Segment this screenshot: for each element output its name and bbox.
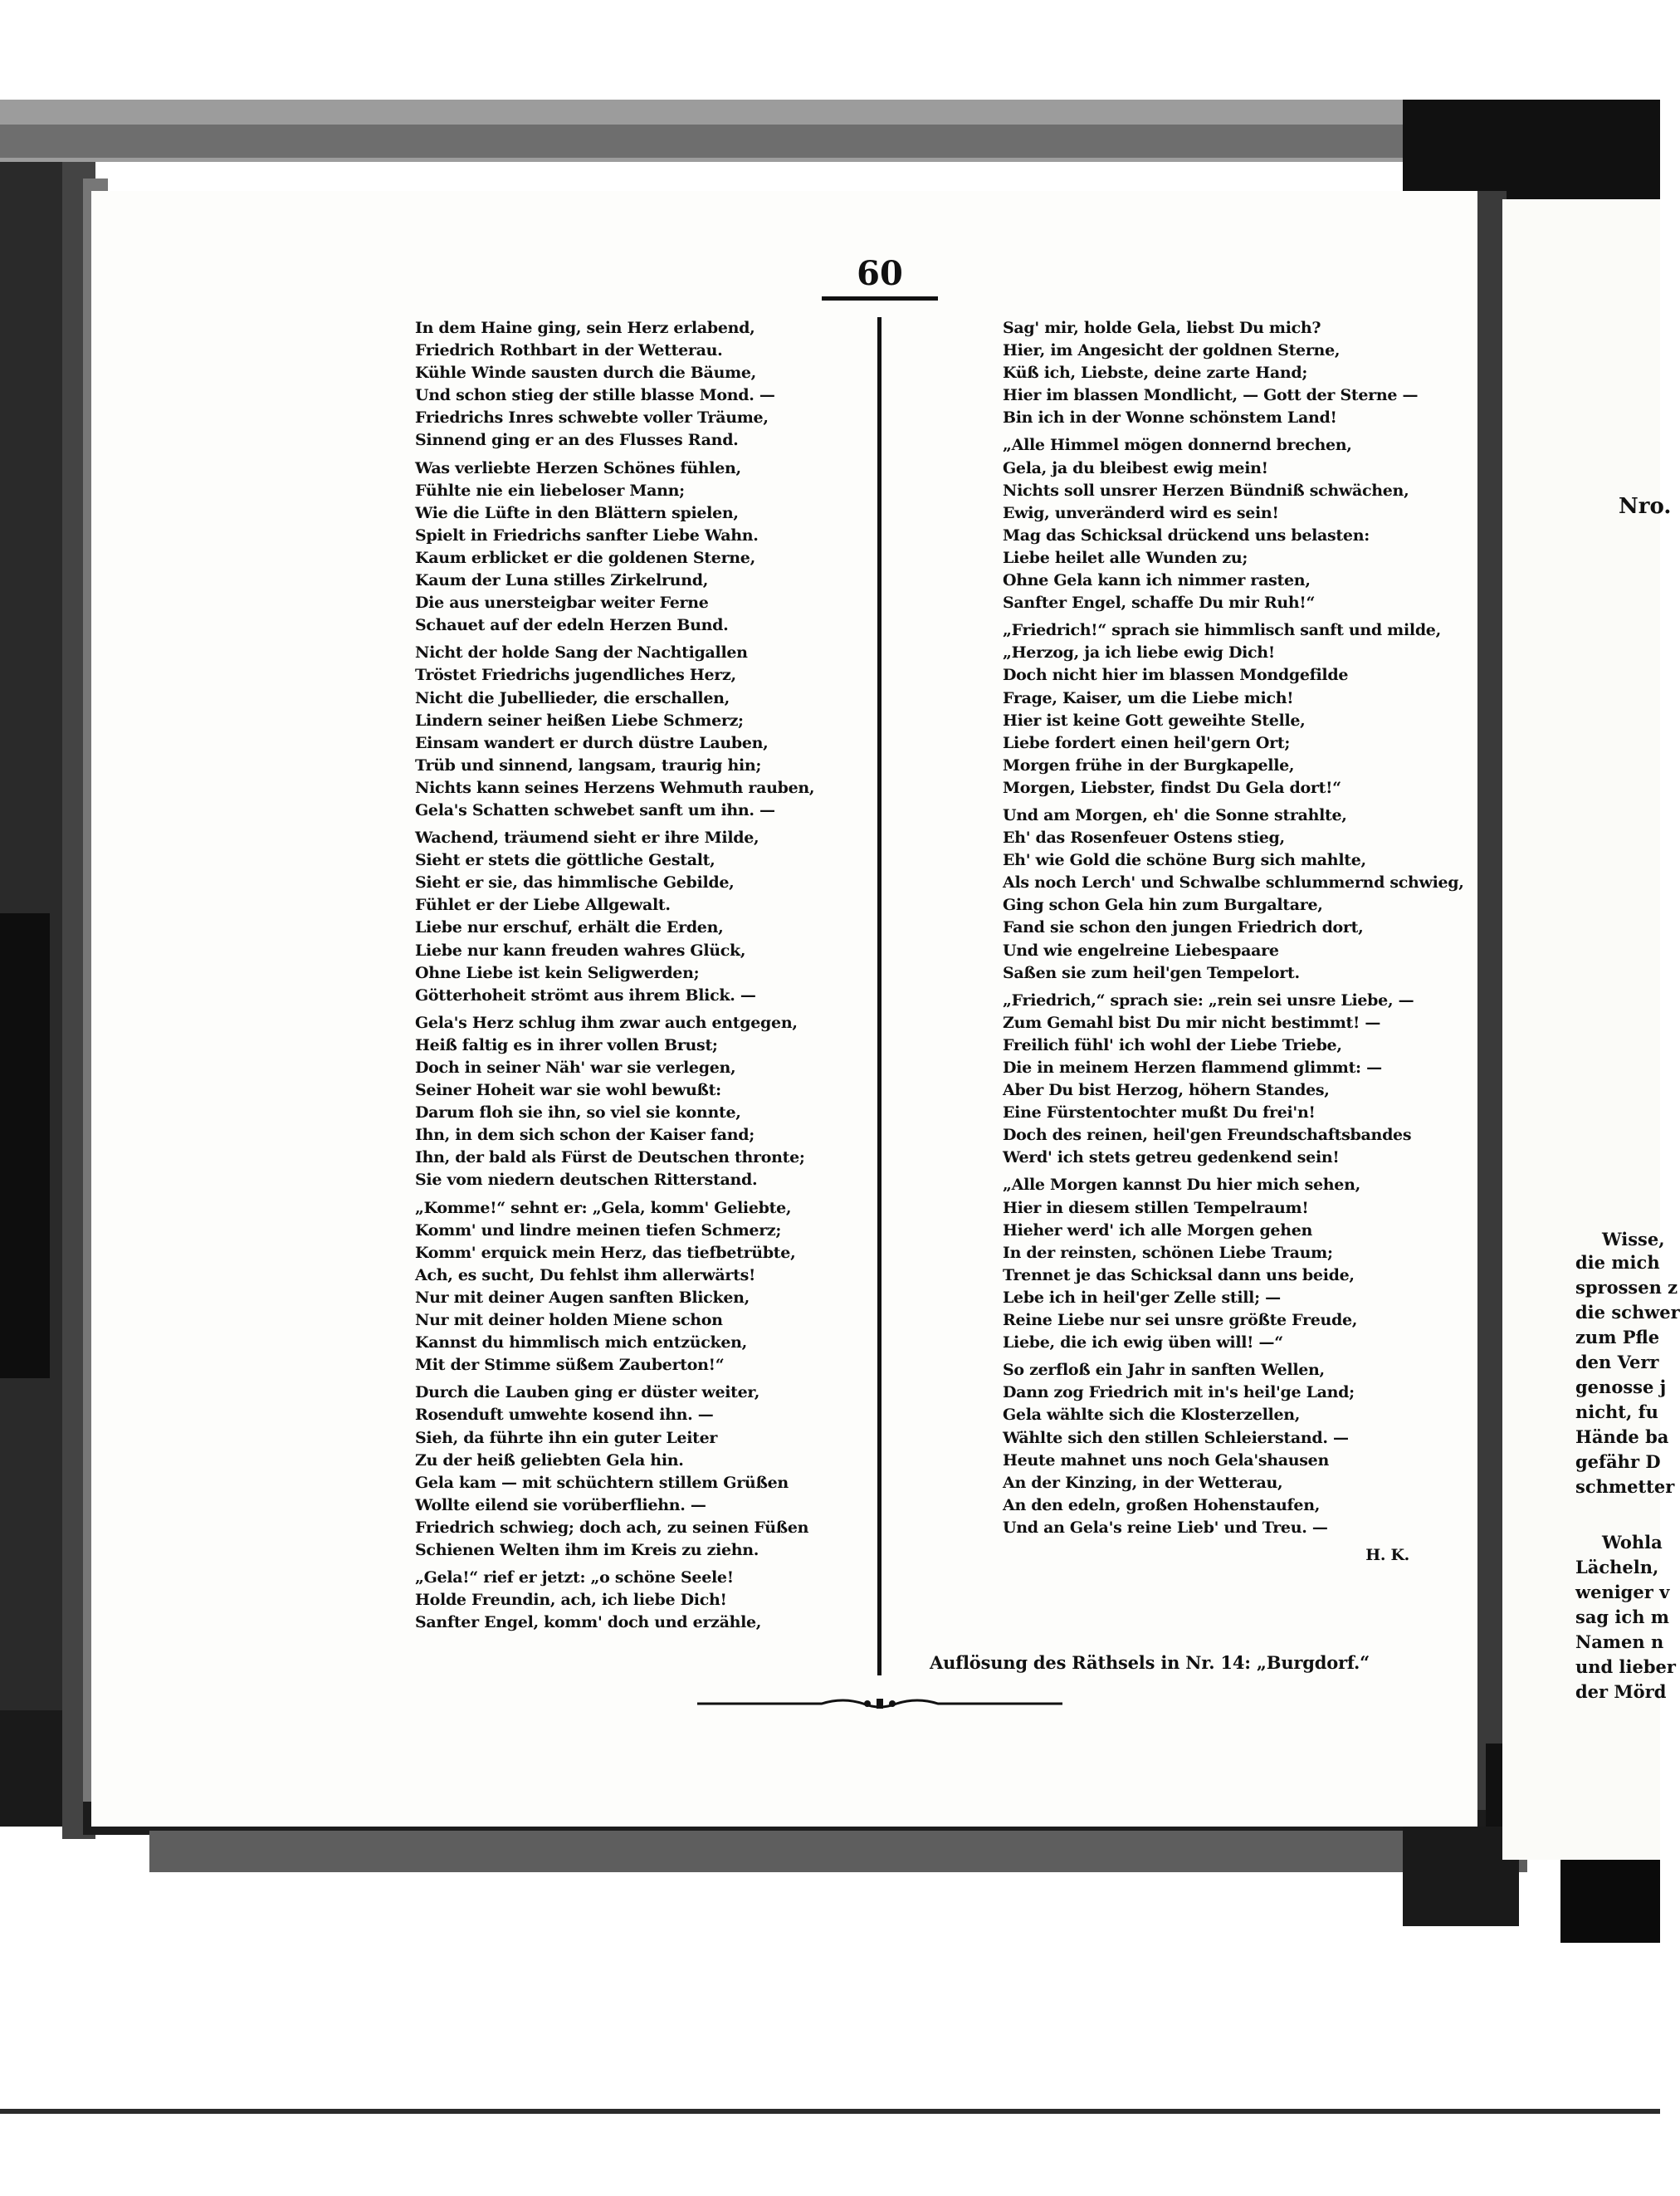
adjacent-page-line: die mich: [1575, 1252, 1660, 1273]
verse-line: Fand sie schon den jungen Friedrich dort,: [1003, 918, 1364, 937]
right-column-poem: [1003, 317, 1464, 1567]
verse-line: Morgen frühe in der Burgkapelle,: [1003, 756, 1295, 775]
verse-line: Schienen Welten ihm im Kreis zu ziehn.: [415, 1540, 759, 1559]
verse-line: Friedrich schwieg; doch ach, zu seinen Füßen: [415, 1518, 809, 1537]
verse-line: Frage, Kaiser, um die Liebe mich!: [1003, 688, 1294, 707]
verse-line: Und wie engelreine Liebespaare: [1003, 941, 1279, 960]
verse-line: Hier im blassen Mondlicht, — Gott der Sterne —: [1003, 386, 1419, 405]
verse-line: Holde Freundin, ach, ich liebe Dich!: [415, 1591, 727, 1610]
verse-line: Ach, es sucht, Du fehlst ihm allerwärts!: [415, 1265, 756, 1284]
stanza: [1003, 805, 1464, 985]
verse-line: Wählte sich den stillen Schleierstand. —: [1003, 1428, 1349, 1447]
adjacent-page-line: weniger v: [1575, 1582, 1670, 1602]
verse-line: Sieht er stets die göttliche Gestalt,: [415, 851, 715, 870]
verse-line: Lindern seiner heißen Liebe Schmerz;: [415, 711, 744, 730]
verse-line: Aber Du bist Herzog, höhern Standes,: [1003, 1081, 1330, 1100]
adjacent-page-line: Lächeln,: [1575, 1557, 1659, 1577]
verse-line: Gela, ja du bleibest ewig mein!: [1003, 458, 1268, 477]
verse-line: Sanfter Engel, komm' doch und erzähle,: [415, 1613, 762, 1632]
page-number: 60: [857, 254, 903, 293]
verse-line: Küß ich, Liebste, deine zarte Hand;: [1003, 364, 1308, 383]
adjacent-page-line: der Mörd: [1575, 1681, 1667, 1702]
verse-line: Friedrich Rothbart in der Wetterau.: [415, 341, 723, 360]
verse-line: Nicht der holde Sang der Nachtigallen: [415, 643, 748, 663]
stanza: [1003, 1174, 1434, 1354]
verse-line: Freilich fühl' ich wohl der Liebe Triebe,: [1003, 1035, 1342, 1054]
verse-line: Ohne Gela kann ich nimmer rasten,: [1003, 571, 1311, 590]
verse-line: Sag' mir, holde Gela, liebst Du mich?: [1003, 319, 1321, 337]
verse-line: Fühlte nie ein liebeloser Mann;: [415, 481, 685, 500]
verse-line: „Friedrich,“ sprach sie: „rein sei unsre Liebe, —: [1003, 990, 1414, 1010]
verse-line: In der reinsten, schönen Liebe Traum;: [1003, 1243, 1333, 1262]
verse-line: Wie die Lüfte in den Blättern spielen,: [415, 503, 739, 522]
verse-line: Götterhoheit strömt aus ihrem Blick. —: [415, 986, 756, 1005]
stanza: [1003, 317, 1434, 429]
adjacent-page-line: schmetter: [1575, 1476, 1675, 1497]
stanza: [1003, 434, 1434, 614]
stanza: [415, 457, 863, 638]
verse-line: Kaum der Luna stilles Zirkelrund,: [415, 571, 709, 590]
verse-line: Trüb und sinnend, langsam, traurig hin;: [415, 756, 762, 775]
verse-line: Trennet je das Schicksal dann uns beide,: [1003, 1265, 1355, 1284]
adjacent-page-heading: Nro.: [1619, 494, 1672, 519]
verse-line: Doch in seiner Näh' war sie verlegen,: [415, 1059, 736, 1077]
verse-line: Nichts soll unsrer Herzen Bündniß schwächen,: [1003, 481, 1409, 500]
verse-line: An der Kinzing, in der Wetterau,: [1003, 1473, 1283, 1492]
stanza: [415, 1567, 863, 1634]
verse-line: Bin ich in der Wonne schönstem Land!: [1003, 408, 1337, 428]
stanza: [415, 642, 863, 822]
verse-line: Nicht die Jubellieder, die erschallen,: [415, 688, 730, 707]
verse-line: Liebe heilet alle Wunden zu;: [1003, 548, 1248, 567]
verse-line: Nur mit deiner Augen sanften Blicken,: [415, 1288, 750, 1307]
verse-line: Fühlet er der Liebe Allgewalt.: [415, 896, 671, 915]
verse-line: Liebe nur kann freuden wahres Glück,: [415, 941, 746, 960]
verse-line: Spielt in Friedrichs sanfter Liebe Wahn.: [415, 526, 759, 545]
left-column-poem: [415, 317, 863, 1639]
verse-line: Eh' das Rosenfeuer Ostens stieg,: [1003, 829, 1285, 848]
verse-line: Schauet auf der edeln Herzen Bund.: [415, 616, 729, 635]
verse-line: Eine Fürstentochter mußt Du frei'n!: [1003, 1103, 1316, 1122]
stanza: [415, 1382, 863, 1562]
verse-line: Sie vom niedern deutschen Ritterstand.: [415, 1171, 758, 1190]
verse-line: Einsam wandert er durch düstre Lauben,: [415, 733, 769, 752]
verse-line: Gela's Herz schlug ihm zwar auch entgegen,: [415, 1013, 798, 1032]
verse-line: „Gela!“ rief er jetzt: „o schöne Seele!: [415, 1568, 734, 1587]
verse-line: Morgen, Liebster, findst Du Gela dort!“: [1003, 778, 1341, 797]
ornament-divider: [697, 1694, 1062, 1714]
verse-line: Kühle Winde sausten durch die Bäume,: [415, 364, 756, 383]
verse-line: Als noch Lerch' und Schwalbe schlummernd schwieg,: [1003, 873, 1464, 893]
verse-line: Ihn, der bald als Fürst de Deutschen thronte;: [415, 1148, 805, 1167]
verse-line: Gela wählte sich die Klosterzellen,: [1003, 1406, 1301, 1425]
verse-line: Hier in diesem stillen Tempelraum!: [1003, 1198, 1309, 1217]
adjacent-page-line: nicht, fu: [1575, 1401, 1658, 1422]
verse-line: Ohne Liebe ist kein Seligwerden;: [415, 963, 700, 982]
verse-line: Hieher werd' ich alle Morgen gehen: [1003, 1220, 1313, 1240]
verse-line: Und an Gela's reine Lieb' und Treu. —: [1003, 1518, 1328, 1537]
riddle-solution: Auflösung des Räthsels in Nr. 14: „Burgdorf.“: [930, 1652, 1370, 1673]
verse-line: „Herzog, ja ich liebe ewig Dich!: [1003, 643, 1275, 663]
verse-line: Mag das Schicksal drückend uns belasten:: [1003, 526, 1370, 545]
verse-line: Die in meinem Herzen flammend glimmt: —: [1003, 1059, 1382, 1077]
verse-line: Werd' ich stets getreu gedenkend sein!: [1003, 1148, 1340, 1167]
verse-line: Liebe, die ich ewig üben will! —“: [1003, 1333, 1283, 1352]
verse-line: Seiner Hoheit war sie wohl bewußt:: [415, 1081, 721, 1100]
adjacent-page-line: Wohla: [1602, 1532, 1663, 1553]
verse-line: Hier ist keine Gott geweihte Stelle,: [1003, 711, 1306, 730]
verse-line: Sieht er sie, das himmlische Gebilde,: [415, 873, 735, 893]
verse-line: Ging schon Gela hin zum Burgaltare,: [1003, 896, 1323, 915]
verse-line: Liebe nur erschuf, erhält die Erden,: [415, 918, 724, 937]
author-signature: H. K.: [1365, 1545, 1409, 1564]
verse-line: Saßen sie zum heil'gen Tempelort.: [1003, 963, 1300, 982]
verse-line: Und am Morgen, eh' die Sonne strahlte,: [1003, 805, 1347, 824]
column-divider: [877, 317, 882, 1675]
verse-line: Tröstet Friedrichs jugendliches Herz,: [415, 666, 736, 685]
stanza: [415, 827, 863, 1007]
verse-line: Nichts kann seines Herzens Wehmuth rauben,: [415, 778, 815, 797]
verse-line: Mit der Stimme süßem Zauberton!“: [415, 1356, 725, 1375]
page-number-rule: [822, 296, 938, 301]
verse-line: Eh' wie Gold die schöne Burg sich mahlte,: [1003, 851, 1366, 870]
adjacent-page-line: Wisse,: [1602, 1229, 1665, 1250]
verse-line: Die aus unersteigbar weiter Ferne: [415, 594, 709, 613]
verse-line: Reine Liebe nur sei unsre größte Freude,: [1003, 1311, 1358, 1330]
verse-line: Kannst du himmlisch mich entzücken,: [415, 1333, 747, 1352]
verse-line: So zerfloß ein Jahr in sanften Wellen,: [1003, 1361, 1325, 1380]
verse-line: Kaum erblicket er die goldenen Sterne,: [415, 548, 755, 567]
verse-line: Doch nicht hier im blassen Mondgefilde: [1003, 666, 1349, 685]
verse-line: Komm' erquick mein Herz, das tiefbetrübte,: [415, 1243, 796, 1262]
verse-line: Rosenduft umwehte kosend ihn. —: [415, 1406, 714, 1425]
verse-line: Dann zog Friedrich mit in's heil'ge Land;: [1003, 1383, 1355, 1402]
verse-line: Ihn, in dem sich schon der Kaiser fand;: [415, 1126, 755, 1145]
verse-line: Lebe ich in heil'ger Zelle still; —: [1003, 1288, 1281, 1307]
adjacent-page-line: und lieber: [1575, 1656, 1676, 1677]
verse-line: Liebe fordert einen heil'gern Ort;: [1003, 733, 1291, 752]
verse-line: Wollte eilend sie vorüberfliehn. —: [415, 1495, 706, 1514]
verse-line: „Friedrich!“ sprach sie himmlisch sanft und milde,: [1003, 621, 1441, 640]
stanza: [1003, 1359, 1434, 1539]
verse-line: In dem Haine ging, sein Herz erlabend,: [415, 319, 755, 337]
verse-line: Friedrichs Inres schwebte voller Träume,: [415, 408, 769, 428]
verse-line: Gela's Schatten schwebet sanft um ihn. —: [415, 800, 775, 819]
adjacent-page-line: sag ich m: [1575, 1607, 1669, 1627]
verse-line: Sanfter Engel, schaffe Du mir Ruh!“: [1003, 594, 1316, 613]
verse-line: Was verliebte Herzen Schönes fühlen,: [415, 458, 741, 477]
verse-line: Ewig, unveränderd wird es sein!: [1003, 503, 1279, 522]
verse-line: Doch des reinen, heil'gen Freundschaftsbandes: [1003, 1126, 1412, 1145]
verse-line: Wachend, träumend sieht er ihre Milde,: [415, 829, 759, 848]
verse-line: Zum Gemahl bist Du mir nicht bestimmt! —: [1003, 1013, 1381, 1032]
verse-line: Nur mit deiner holden Miene schon: [415, 1311, 723, 1330]
adjacent-page-line: den Verr: [1575, 1352, 1659, 1372]
verse-line: Sieh, da führte ihn ein guter Leiter: [415, 1428, 718, 1447]
adjacent-page-line: Hände ba: [1575, 1426, 1669, 1447]
verse-line: Komm' und lindre meinen tiefen Schmerz;: [415, 1220, 782, 1240]
verse-line: Und schon stieg der stille blasse Mond. —: [415, 386, 775, 405]
stanza: [415, 1197, 863, 1377]
verse-line: Gela kam — mit schüchtern stillem Grüßen: [415, 1473, 789, 1492]
verse-line: „Alle Himmel mögen donnernd brechen,: [1003, 436, 1352, 455]
adjacent-page-line: zum Pfle: [1575, 1327, 1660, 1347]
verse-line: „Alle Morgen kannst Du hier mich sehen,: [1003, 1176, 1360, 1195]
verse-line: Sinnend ging er an des Flusses Rand.: [415, 431, 739, 450]
adjacent-page-line: genosse j: [1575, 1377, 1667, 1397]
verse-line: „Komme!“ sehnt er: „Gela, komm' Geliebte,: [415, 1198, 792, 1217]
verse-line: Darum floh sie ihn, so viel sie konnte,: [415, 1103, 741, 1122]
adjacent-page-line: gefähr D: [1575, 1451, 1661, 1472]
verse-line: Hier, im Angesicht der goldnen Sterne,: [1003, 341, 1341, 360]
verse-line: Zu der heiß geliebten Gela hin.: [415, 1450, 684, 1470]
verse-line: Heiß faltig es in ihrer vollen Brust;: [415, 1035, 718, 1054]
verse-line: Durch die Lauben ging er düster weiter,: [415, 1383, 760, 1402]
verse-line: An den edeln, großen Hohenstaufen,: [1003, 1495, 1321, 1514]
stanza: [415, 317, 863, 452]
stanza: [1003, 619, 1441, 800]
adjacent-page-line: die schwer: [1575, 1302, 1680, 1323]
verse-line: Heute mahnet uns noch Gela'shausen: [1003, 1450, 1329, 1470]
stanza: [1003, 990, 1434, 1170]
adjacent-page-line: Namen n: [1575, 1631, 1664, 1652]
stanza: [415, 1012, 863, 1192]
adjacent-page-line: sprossen z: [1575, 1277, 1678, 1298]
